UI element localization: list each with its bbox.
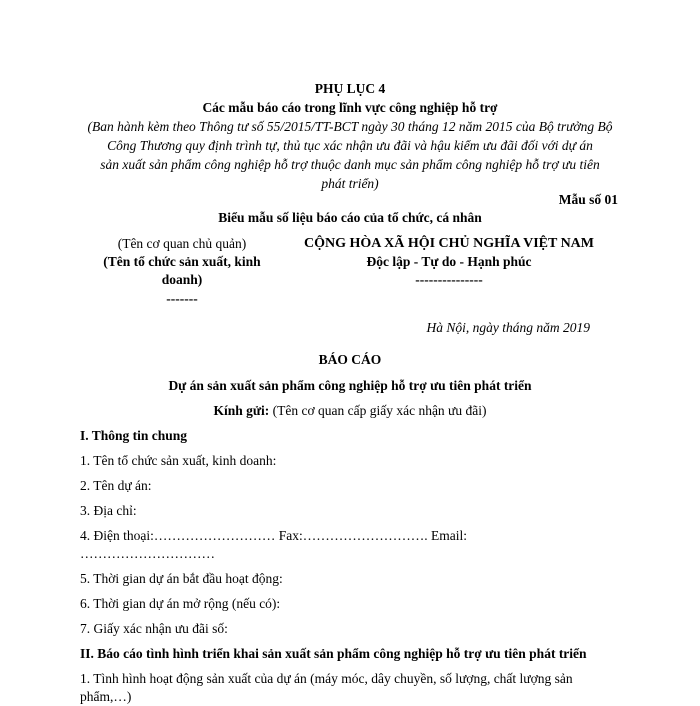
parent-agency: (Tên cơ quan chủ quản) <box>117 236 247 251</box>
section-1-heading: I. Thông tin chung <box>80 428 188 443</box>
issued-line-3: sản xuất sản phẩm công nghiệp hỗ trợ thuộc danh mục sản phẩm công nghiệp hỗ trợ ưu tiên <box>100 157 600 172</box>
info-item-1: 1. Tên tổ chức sản xuất, kinh doanh: <box>80 453 277 468</box>
report-item-1-continued: phẩm,…) <box>80 689 132 704</box>
info-item-4: 4. Điện thoại:……………………… Fax:………………………. Email: <box>80 528 467 543</box>
form-title: Biểu mẫu số liệu báo cáo của tổ chức, cá nhân <box>218 210 482 225</box>
info-item-3: 3. Địa chỉ: <box>80 503 137 518</box>
appendix-title: Các mẫu báo cáo trong lĩnh vực công nghiệp hỗ trợ <box>202 100 498 115</box>
recipient-label: Kính gửi: <box>213 403 270 418</box>
national-motto: Độc lập - Tự do - Hạnh phúc <box>366 254 532 269</box>
appendix-label: PHỤ LỤC 4 <box>314 81 386 96</box>
issued-line-1: (Ban hành kèm theo Thông tư số 55/2015/TT-BCT ngày 30 tháng 12 năm 2015 của Bộ trưởng Bộ <box>87 119 613 134</box>
left-divider: ------- <box>166 291 198 306</box>
issued-line-4: phát triển) <box>321 176 379 191</box>
organization-name-line-2: doanh) <box>161 272 203 287</box>
form-number: Mẫu số 01 <box>558 192 618 207</box>
report-item-1: 1. Tình hình hoạt động sản xuất của dự án (máy móc, dây chuyền, số lượng, chất lượng sản <box>80 671 573 686</box>
issued-line-2: Công Thương quy định trình tự, thủ tục xác nhận ưu đãi và hậu kiểm ưu đãi đối với dự án <box>107 138 593 153</box>
info-item-6: 6. Thời gian dự án mở rộng (nếu có): <box>80 596 281 611</box>
info-item-7: 7. Giấy xác nhận ưu đãi số: <box>80 621 228 636</box>
national-title: CỘNG HÒA XÃ HỘI CHỦ NGHĨA VIỆT NAM <box>303 236 594 251</box>
info-item-5: 5. Thời gian dự án bắt đầu hoạt động: <box>80 571 283 586</box>
report-title: BÁO CÁO <box>318 352 382 367</box>
recipient-value: (Tên cơ quan cấp giấy xác nhận ưu đãi) <box>269 403 487 418</box>
recipient-line <box>80 402 620 420</box>
right-divider: --------------- <box>415 272 483 287</box>
report-subtitle: Dự án sản xuất sản phẩm công nghiệp hỗ trợ ưu tiên phát triển <box>168 378 532 393</box>
info-item-4-continued: ………………………… <box>80 546 215 561</box>
organization-name-line-1: (Tên tổ chức sản xuất, kinh <box>103 254 261 269</box>
section-2-heading: II. Báo cáo tình hình triển khai sản xuất sản phẩm công nghiệp hỗ trợ ưu tiên phát triển <box>80 646 587 661</box>
date-line: Hà Nội, ngày tháng năm 2019 <box>426 320 590 335</box>
info-item-2: 2. Tên dự án: <box>80 478 152 493</box>
